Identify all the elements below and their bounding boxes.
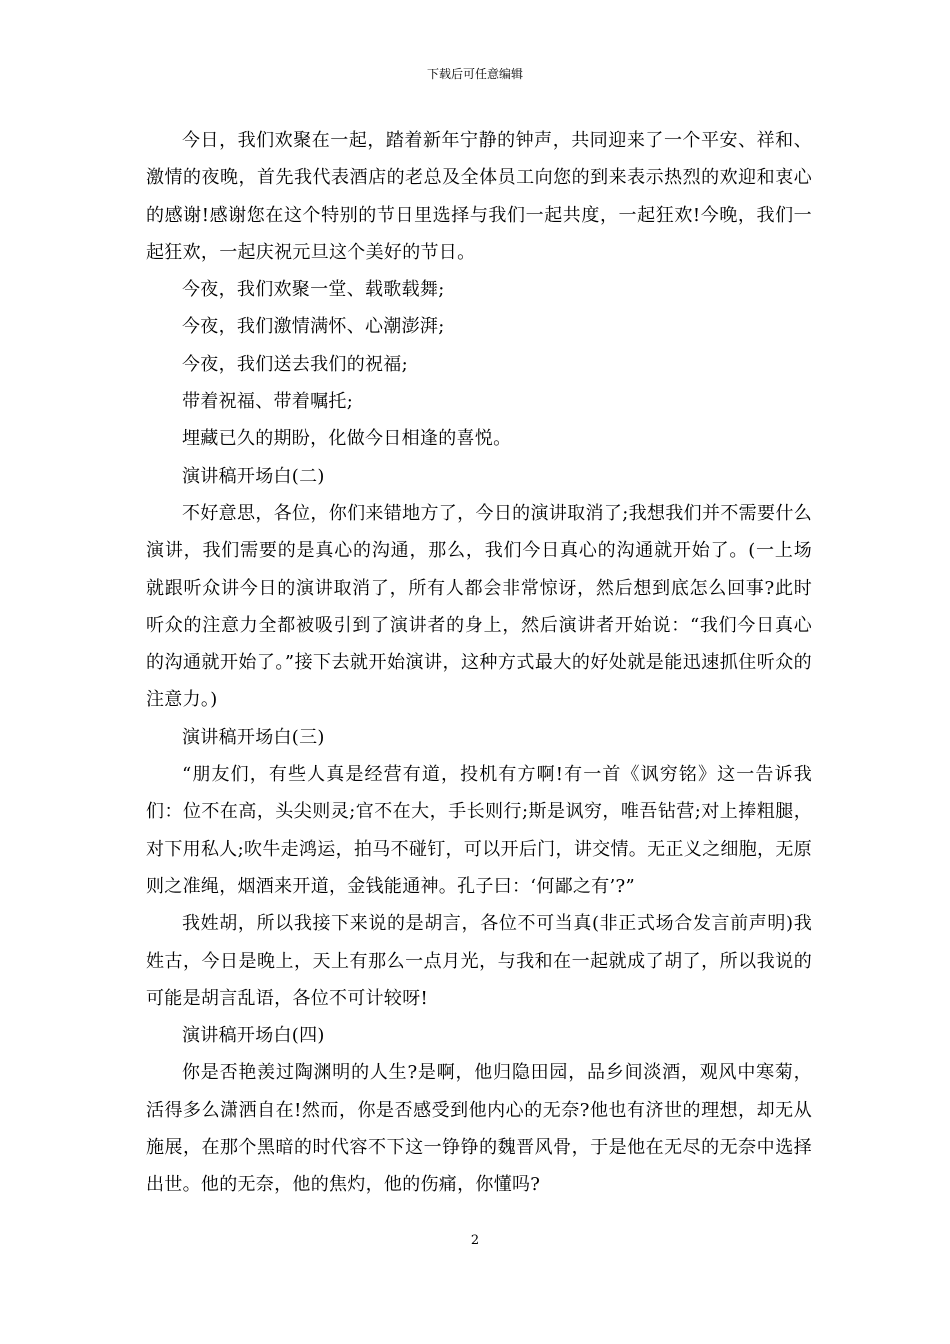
paragraph: 埋藏已久的期盼，化做今日相逢的喜悦。	[182, 428, 512, 450]
paragraph: 今夜，我们激情满怀、心潮澎湃;	[182, 316, 445, 338]
document-body	[146, 122, 812, 1204]
paragraph: 不好意思，各位，你们来错地方了，今日的演讲取消了;我想我们并不需要什么演讲，我们需要的是真心的沟通，那么，我们今日真心的沟通就开始了。(一上场就跟听众讲今日的演讲取消了，所有人都会非常惊讶，然后想到底怎么回事?此时听众的注意力全都被吸引到了演讲者的身上，然后演讲者开始说：“我们今日真心的沟通就开始了。”接下去就开始演讲，这种方式最大的好处就是能迅速抓住听众的注意力。)	[146, 502, 812, 711]
section-heading: 演讲稿开场白(三)	[182, 726, 325, 748]
paragraph: 你是否艳羡过陶渊明的人生?是啊，他归隐田园，品乡间淡酒，观风中寒菊，活得多么潇洒自在!然而，你是否感受到他内心的无奈?他也有济世的理想，却无从施展，在那个黑暗的时代容不下这一铮铮的魏晋风骨，于是他在无尽的无奈中选择出世。他的无奈，他的焦灼，他的伤痛，你懂吗?	[146, 1062, 812, 1196]
paragraph: 今日，我们欢聚在一起，踏着新年宁静的钟声，共同迎来了一个平安、祥和、激情的夜晚，首先我代表酒店的老总及全体员工向您的到来表示热烈的欢迎和衷心的感谢!感谢您在这个特别的节日里选择与我们一起共度，一起狂欢!今晚，我们一起狂欢，一起庆祝元旦这个美好的节日。	[146, 130, 812, 263]
section-heading: 演讲稿开场白(四)	[182, 1025, 325, 1047]
paragraph: 今夜，我们欢聚一堂、载歌载舞;	[182, 279, 445, 301]
page-number: 2	[470, 1233, 480, 1248]
paragraph: 我姓胡，所以我接下来说的是胡言，各位不可当真(非正式场合发言前声明)我姓古，今日是晚上，天上有那么一点月光，与我和在一起就成了胡了，所以我说的可能是胡言乱语，各位不可计较呀!	[146, 913, 812, 1009]
page-header: 下载后可任意编辑	[426, 67, 523, 81]
paragraph: 今夜，我们送去我们的祝福;	[182, 353, 408, 375]
section-heading: 演讲稿开场白(二)	[182, 465, 325, 487]
paragraph: “朋友们，有些人真是经营有道，投机有方啊!有一首《讽穷铭》这一告诉我们：位不在高，头尖则灵;官不在大，手长则行;斯是讽穷，唯吾钻营;对上捧粗腿，对下用私人;吹牛走鸿运，拍马不碰钉，可以开后门，讲交情。无正义之细胞，无原则之准绳，烟酒来开道，金钱能通神。孔子曰：‘何鄙之有’?”	[146, 764, 812, 897]
paragraph: 带着祝福、带着嘱托;	[182, 391, 354, 413]
